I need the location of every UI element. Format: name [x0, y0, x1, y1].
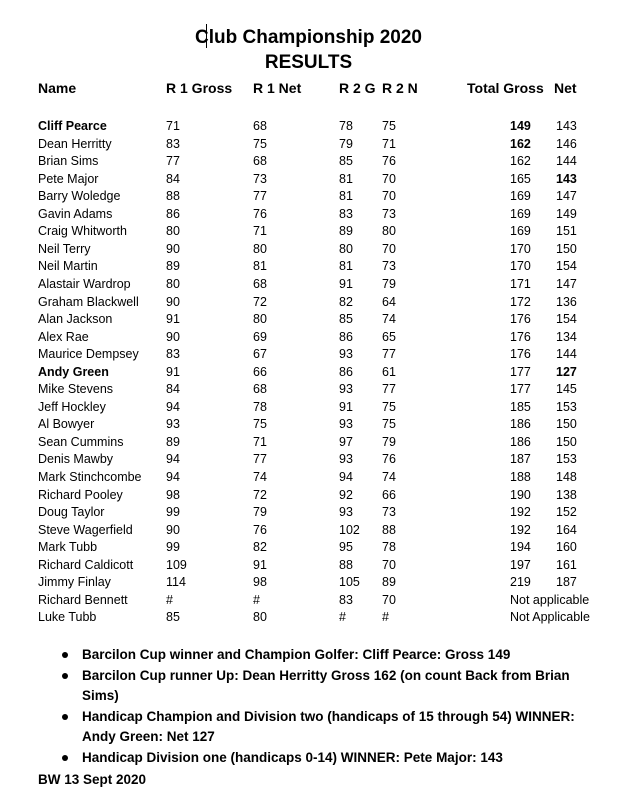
total-net: 143: [556, 171, 577, 186]
round2-gross: 95: [339, 540, 353, 555]
total-net: 147: [556, 189, 577, 204]
round1-net: 66: [253, 364, 267, 379]
round1-gross: 98: [166, 487, 180, 502]
table-row: [0, 434, 617, 451]
player-name: Mark Stinchcombe: [38, 470, 142, 484]
header-r1-gross: R 1 Gross: [166, 80, 233, 96]
round2-net: 73: [382, 505, 396, 520]
round2-net: 75: [382, 119, 396, 133]
total-net: 148: [556, 470, 577, 484]
total-gross: 169: [510, 224, 531, 239]
total-gross: 177: [510, 364, 531, 379]
table-row: [0, 487, 617, 504]
player-name: Alex Rae: [38, 329, 89, 344]
round2-gross: 91: [339, 277, 353, 291]
table-row: [0, 557, 617, 574]
round2-gross: 83: [339, 206, 353, 221]
total-net: 151: [556, 224, 577, 239]
table-row: [0, 118, 617, 135]
table-row: [0, 504, 617, 521]
round1-net: 81: [253, 259, 267, 274]
total-net: 134: [556, 329, 577, 344]
total-net: 164: [556, 522, 577, 537]
total-gross: 177: [510, 382, 531, 397]
player-name: Neil Terry: [38, 241, 91, 256]
round2-net: 79: [382, 277, 396, 291]
total-gross: 162: [510, 136, 531, 151]
round2-net: 73: [382, 259, 396, 274]
round2-gross: 80: [339, 241, 353, 256]
round2-gross: 97: [339, 434, 353, 449]
total-gross: 188: [510, 470, 531, 484]
round2-gross: 94: [339, 470, 353, 484]
round2-gross: 93: [339, 382, 353, 397]
total-gross: 197: [510, 557, 531, 572]
header-net: Net: [554, 80, 577, 96]
round1-gross: 91: [166, 312, 180, 327]
round1-gross: 94: [166, 470, 180, 484]
round1-net: 91: [253, 557, 267, 572]
round1-gross: 86: [166, 206, 180, 221]
round2-gross: 93: [339, 452, 353, 467]
player-name: Barry Woledge: [38, 189, 121, 204]
round2-gross: 85: [339, 154, 353, 169]
total-net: 187: [556, 575, 577, 590]
round2-gross: 105: [339, 575, 360, 590]
document-subtitle: RESULTS: [264, 52, 353, 73]
round2-gross: 93: [339, 505, 353, 520]
round1-gross: 89: [166, 259, 180, 274]
round1-net: 98: [253, 575, 267, 590]
round2-gross: 91: [339, 399, 353, 414]
total-net: 150: [556, 434, 577, 449]
round1-net: #: [253, 592, 260, 607]
total-gross: 169: [510, 189, 531, 204]
player-name: Pete Major: [38, 171, 99, 186]
round1-gross: 84: [166, 382, 180, 397]
player-name: Andy Green: [38, 364, 109, 379]
total-net: 144: [556, 154, 577, 169]
round1-net: 80: [253, 312, 267, 327]
table-row: [0, 451, 617, 468]
round1-gross: 83: [166, 136, 180, 151]
round1-gross: 114: [166, 575, 186, 590]
total-gross: 165: [510, 171, 531, 186]
round1-net: 77: [253, 189, 267, 204]
table-row: [0, 294, 617, 311]
player-name: Alan Jackson: [38, 312, 113, 327]
round1-net: 75: [253, 417, 267, 432]
round1-net: 71: [253, 224, 267, 239]
round2-gross: 81: [339, 259, 353, 274]
total-gross: 170: [510, 241, 531, 256]
round1-gross: 88: [166, 189, 180, 204]
table-row: [0, 258, 617, 275]
round2-net: 64: [382, 294, 396, 309]
summary-item: [62, 645, 607, 665]
round1-gross: 84: [166, 171, 180, 186]
total-gross: 176: [510, 347, 531, 362]
total-gross: 192: [510, 505, 531, 520]
summary-text: Handicap Division one (handicaps 0-14) WINNER: Pete Major: 143: [82, 750, 503, 765]
player-name: Alastair Wardrop: [38, 277, 131, 291]
table-row: [0, 522, 617, 539]
round1-net: 67: [253, 347, 267, 362]
table-row: [0, 574, 617, 591]
round1-gross: 80: [166, 224, 180, 239]
player-name: Dean Herritty: [38, 136, 112, 151]
total-gross: 176: [510, 329, 531, 344]
round2-gross: 83: [339, 592, 353, 607]
table-row: [0, 223, 617, 240]
table-row: [0, 311, 617, 328]
round2-net: 76: [382, 452, 396, 467]
round2-gross: 81: [339, 171, 353, 186]
round1-net: 80: [253, 610, 267, 625]
round2-net: 66: [382, 487, 396, 502]
summary-item: [62, 707, 607, 747]
round1-gross: 99: [166, 540, 180, 555]
player-name: Steve Wagerfield: [38, 522, 133, 537]
round2-gross: 78: [339, 119, 353, 133]
table-row: [0, 609, 617, 626]
round2-net: 70: [382, 557, 396, 572]
round1-gross: 93: [166, 417, 180, 432]
player-name: Graham Blackwell: [38, 294, 139, 309]
round1-gross: 77: [166, 154, 180, 169]
total-gross: 194: [510, 540, 531, 555]
table-row: [0, 188, 617, 205]
total-net: 144: [556, 347, 577, 362]
round1-net: 76: [253, 522, 267, 537]
round1-gross: 71: [166, 119, 180, 133]
total-gross: 187: [510, 452, 531, 467]
player-name: Richard Bennett: [38, 592, 128, 607]
round1-gross: 90: [166, 522, 180, 537]
table-row: [0, 171, 617, 188]
total-net: 136: [556, 294, 577, 309]
round1-gross: 91: [166, 364, 180, 379]
round1-net: 80: [253, 241, 267, 256]
player-name: Richard Pooley: [38, 487, 123, 502]
total-gross: 171: [510, 277, 531, 291]
player-name: Richard Caldicott: [38, 557, 134, 572]
round1-gross: 83: [166, 347, 180, 362]
total-gross: 169: [510, 206, 531, 221]
round2-net: 80: [382, 224, 396, 239]
round2-net: 73: [382, 206, 396, 221]
round1-net: 75: [253, 136, 267, 151]
table-row: [0, 329, 617, 346]
round2-gross: 81: [339, 189, 353, 204]
round2-net: 76: [382, 154, 396, 169]
summary-text: Barcilon Cup winner and Champion Golfer: Cliff Pearce: Gross 149: [82, 647, 511, 662]
round2-gross: 85: [339, 312, 353, 327]
not-applicable-note: Not Applicable: [510, 610, 590, 625]
table-row: [0, 364, 617, 381]
player-name: Sean Cummins: [38, 434, 124, 449]
round2-gross: 86: [339, 364, 353, 379]
round2-net: 77: [382, 347, 396, 362]
total-net: 149: [556, 206, 577, 221]
round2-gross: #: [339, 610, 346, 625]
total-gross: 185: [510, 399, 531, 414]
player-name: Mike Stevens: [38, 382, 114, 397]
total-gross: 186: [510, 434, 531, 449]
summary-text: Handicap Champion and Division two (handicaps of 15 through 54) WINNER: Andy Green: Net 127: [82, 709, 575, 744]
table-row: [0, 276, 617, 293]
header-name: Name: [38, 80, 77, 96]
round2-gross: 92: [339, 487, 353, 502]
round2-net: 65: [382, 329, 396, 344]
header-r2-net: R 2 N: [382, 80, 418, 96]
round1-gross: 109: [166, 557, 187, 572]
player-name: Al Bowyer: [38, 417, 95, 432]
total-net: 145: [556, 382, 577, 397]
player-name: Neil Martin: [38, 259, 98, 274]
total-net: 147: [556, 277, 577, 291]
player-name: Jimmy Finlay: [38, 575, 111, 590]
round1-net: 78: [253, 399, 267, 414]
total-net: 160: [556, 540, 577, 555]
player-name: Luke Tubb: [38, 610, 97, 625]
player-name: Mark Tubb: [38, 540, 98, 555]
total-net: 152: [556, 505, 577, 520]
total-net: 154: [556, 259, 577, 274]
total-net: 154: [556, 312, 577, 327]
summary-item: [62, 748, 607, 768]
table-row: [0, 539, 617, 556]
total-gross: 162: [510, 154, 531, 169]
round1-gross: #: [166, 592, 173, 607]
total-gross: 192: [510, 522, 531, 537]
table-row: [0, 592, 617, 609]
round1-net: 82: [253, 540, 267, 555]
total-gross: 172: [510, 294, 531, 309]
round1-net: 68: [253, 154, 267, 169]
table-row: [0, 206, 617, 223]
round2-gross: 102: [339, 522, 360, 537]
table-row: [0, 469, 617, 486]
round2-gross: 86: [339, 329, 353, 344]
round1-gross: 90: [166, 241, 180, 256]
player-name: Cliff Pearce: [38, 119, 107, 133]
total-net: 150: [556, 417, 577, 432]
total-gross: 149: [510, 119, 531, 133]
bullet-icon: [62, 652, 68, 658]
total-net: 127: [556, 364, 577, 379]
total-net: 150: [556, 241, 577, 256]
round2-net: 77: [382, 382, 396, 397]
round1-gross: 85: [166, 610, 180, 625]
round2-net: 70: [382, 592, 396, 607]
total-gross: 219: [510, 575, 531, 590]
round2-net: 89: [382, 575, 396, 590]
bullet-icon: [62, 755, 68, 761]
round2-net: 75: [382, 399, 396, 414]
round2-gross: 88: [339, 557, 353, 572]
player-name: Doug Taylor: [38, 505, 105, 520]
player-name: Maurice Dempsey: [38, 347, 139, 362]
table-row: [0, 241, 617, 258]
round1-gross: 80: [166, 277, 180, 291]
table-row: [0, 416, 617, 433]
round1-net: 72: [253, 294, 267, 309]
player-name: Brian Sims: [38, 154, 99, 169]
table-row: [0, 136, 617, 153]
round1-gross: 94: [166, 399, 180, 414]
summary-list: [62, 645, 607, 769]
round1-net: 69: [253, 329, 267, 344]
header-total-gross: Total Gross: [467, 80, 544, 96]
round1-net: 73: [253, 171, 267, 186]
player-name: Denis Mawby: [38, 452, 114, 467]
table-row: [0, 399, 617, 416]
total-net: 153: [556, 452, 577, 467]
round1-net: 79: [253, 505, 267, 520]
player-name: Craig Whitworth: [38, 224, 127, 239]
round1-net: 77: [253, 452, 267, 467]
round2-net: 61: [382, 364, 396, 379]
total-gross: 190: [510, 487, 531, 502]
round2-net: 74: [382, 312, 396, 327]
round2-net: 70: [382, 189, 396, 204]
round1-net: 74: [253, 470, 267, 484]
round2-net: 78: [382, 540, 396, 555]
round2-net: 88: [382, 522, 396, 537]
total-net: 153: [556, 399, 577, 414]
round2-net: 74: [382, 470, 396, 484]
round2-gross: 89: [339, 224, 353, 239]
round1-net: 76: [253, 206, 267, 221]
header-r1-net: R 1 Net: [253, 80, 302, 96]
player-name: Jeff Hockley: [38, 399, 106, 414]
total-gross: 170: [510, 259, 531, 274]
total-gross: 176: [510, 312, 531, 327]
table-row: [0, 153, 617, 170]
round1-gross: 94: [166, 452, 180, 467]
total-net: 146: [556, 136, 577, 151]
round1-net: 72: [253, 487, 267, 502]
table-row: [0, 346, 617, 363]
total-net: 138: [556, 487, 577, 502]
round2-net: #: [382, 610, 389, 625]
round1-net: 71: [253, 434, 267, 449]
bullet-icon: [62, 673, 68, 679]
footer-signature: BW 13 Sept 2020: [38, 772, 147, 787]
table-row: [0, 381, 617, 398]
round2-net: 79: [382, 434, 396, 449]
round2-gross: 79: [339, 136, 353, 151]
round2-net: 70: [382, 241, 396, 256]
total-net: 161: [556, 557, 577, 572]
bullet-icon: [62, 714, 68, 720]
summary-text: Barcilon Cup runner Up: Dean Herritty Gross 162 (on count Back from Brian Sims): [82, 668, 570, 703]
round1-gross: 99: [166, 505, 180, 520]
round2-gross: 93: [339, 347, 353, 362]
round1-gross: 89: [166, 434, 180, 449]
round1-net: 68: [253, 382, 267, 397]
player-name: Gavin Adams: [38, 206, 113, 221]
round2-net: 71: [382, 136, 396, 151]
document-title: Club Championship 2020: [195, 27, 422, 48]
round1-net: 68: [253, 277, 267, 291]
round2-net: 75: [382, 417, 396, 432]
round2-net: 70: [382, 171, 396, 186]
total-gross: 186: [510, 417, 531, 432]
round1-gross: 90: [166, 329, 180, 344]
summary-item: [62, 666, 607, 706]
not-applicable-note: Not applicable: [510, 592, 590, 607]
round1-net: 68: [253, 119, 267, 133]
round2-gross: 82: [339, 294, 353, 309]
round1-gross: 90: [166, 294, 180, 309]
total-net: 143: [556, 119, 577, 133]
round2-gross: 93: [339, 417, 353, 432]
header-r2-gross: R 2 G: [339, 80, 376, 96]
